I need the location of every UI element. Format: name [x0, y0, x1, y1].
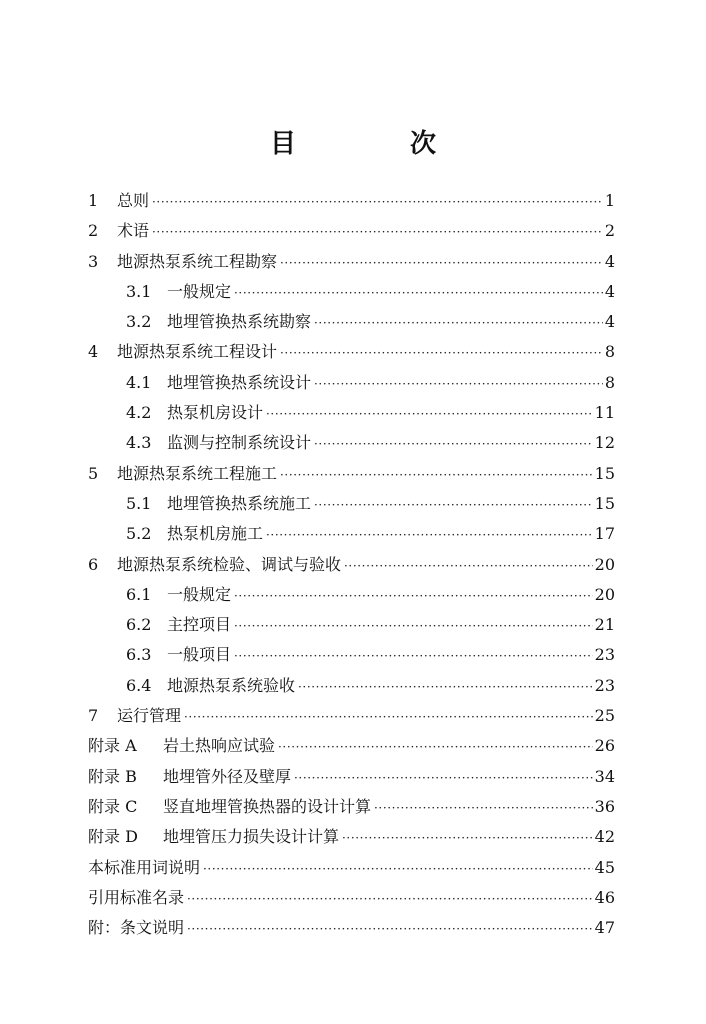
- toc-entry-2[interactable]: [88, 216, 615, 246]
- toc-entry-page: 45: [594, 857, 615, 877]
- dot-leader: [298, 672, 593, 702]
- toc-entry-number: 6.2: [126, 615, 152, 635]
- toc-entry-number: 6.1: [126, 584, 152, 604]
- dot-leader: [266, 520, 593, 550]
- toc-entry-appendix-c[interactable]: [88, 792, 615, 822]
- toc-entry-page: 26: [594, 736, 615, 756]
- dot-leader: [234, 611, 593, 641]
- toc-entry-wording-explanation[interactable]: [88, 853, 615, 883]
- toc-entry-3-1[interactable]: [88, 277, 615, 307]
- dot-leader: [152, 187, 603, 217]
- toc-entry-number: 6.3: [126, 645, 152, 665]
- toc-entry-page: 20: [594, 554, 615, 574]
- toc-entry-number: 4.1: [126, 372, 152, 392]
- toc-entry-page: 11: [594, 403, 615, 423]
- toc-entry-page: 23: [594, 645, 615, 665]
- toc-entry-number: 3: [88, 251, 99, 271]
- toc-entry-6-1[interactable]: [88, 580, 615, 610]
- toc-entry-appendix-b[interactable]: [88, 762, 615, 792]
- toc-entry-5[interactable]: [88, 459, 615, 489]
- toc-entry-page: 17: [594, 524, 615, 544]
- toc-entry-label: 主控项目: [167, 615, 232, 635]
- toc-entry-label: 地埋管换热系统施工: [167, 493, 312, 513]
- toc-entry-page: 23: [594, 675, 615, 695]
- toc-entry-label: 一般项目: [167, 645, 232, 665]
- toc-entry-number: 3.1: [126, 281, 152, 301]
- toc-entry-label: 地源热泵系统验收: [167, 675, 296, 695]
- toc-entry-4-1[interactable]: [88, 368, 615, 398]
- toc-entry-label: 地埋管外径及壁厚: [163, 766, 292, 786]
- toc-entry-label: 附：条文说明: [88, 918, 185, 938]
- toc-entry-page: 25: [594, 706, 615, 726]
- dot-leader: [187, 914, 593, 944]
- toc-entry-5-1[interactable]: [88, 489, 615, 519]
- toc-entry-number: 4: [88, 342, 99, 362]
- toc-entry-label: 总则: [117, 191, 150, 210]
- toc-entry-page: 34: [594, 766, 615, 786]
- toc-entry-1[interactable]: [88, 186, 615, 216]
- toc-entry-page: 21: [594, 615, 615, 635]
- toc-entry-page: 20: [594, 584, 615, 604]
- toc-entry-page: 2: [604, 221, 615, 241]
- dot-leader: [234, 278, 603, 308]
- toc-entry-page: 36: [594, 796, 615, 816]
- toc-entry-page: 15: [594, 463, 615, 483]
- toc-entry-4[interactable]: [88, 337, 615, 367]
- toc-entry-label: 热泵机房施工: [167, 524, 264, 544]
- toc-entry-7[interactable]: [88, 701, 615, 731]
- dot-leader: [280, 460, 593, 490]
- toc-entry-page: 8: [604, 372, 615, 392]
- dot-leader: [314, 429, 593, 459]
- toc-entry-number: 4.2: [126, 403, 152, 423]
- toc-entry-label: 术语: [117, 221, 150, 241]
- toc-entry-label: 运行管理: [117, 706, 182, 726]
- dot-leader: [152, 217, 603, 247]
- toc-entry-label: 地源热泵系统工程勘察: [117, 251, 278, 271]
- toc-entry-number: 附录 C: [88, 796, 138, 816]
- toc-entry-label: 一般规定: [167, 281, 232, 301]
- toc-entry-number: 附录 B: [88, 766, 137, 786]
- toc-entry-number: 1: [88, 191, 99, 210]
- toc-entry-page: 1: [604, 191, 615, 210]
- toc-entry-page: 12: [594, 433, 615, 453]
- toc-entry-page: 4: [604, 281, 615, 301]
- toc-entry-label: 热泵机房设计: [167, 403, 264, 423]
- toc-entry-4-3[interactable]: [88, 428, 615, 458]
- dot-leader: [280, 248, 603, 278]
- toc-entry-page: 4: [604, 251, 615, 271]
- toc-entry-4-2[interactable]: [88, 398, 615, 428]
- toc-entry-number: 7: [88, 706, 99, 726]
- toc-entry-label: 地埋管压力损失设计计算: [163, 827, 340, 847]
- toc-entry-number: 5.2: [126, 524, 152, 544]
- toc-entry-number: 5: [88, 463, 99, 483]
- toc-entry-label: 引用标准名录: [88, 887, 185, 907]
- toc-entry-page: 47: [594, 918, 615, 938]
- toc-entry-6-3[interactable]: [88, 640, 615, 670]
- toc-entry-3-2[interactable]: [88, 307, 615, 337]
- dot-leader: [314, 490, 593, 520]
- toc-entry-number: 附录 A: [88, 736, 137, 756]
- toc-entry-label: 岩土热响应试验: [163, 736, 276, 756]
- dot-leader: [184, 702, 593, 732]
- dot-leader: [280, 338, 603, 368]
- dot-leader: [342, 823, 593, 853]
- toc-entry-number: 2: [88, 221, 99, 241]
- dot-leader: [234, 581, 593, 611]
- toc-entry-number: 4.3: [126, 433, 152, 453]
- toc-entry-number: 附录 D: [88, 827, 138, 847]
- toc-entry-page: 42: [594, 827, 615, 847]
- toc-entry-page: 8: [604, 342, 615, 362]
- dot-leader: [187, 884, 593, 914]
- toc-entry-page: 4: [604, 312, 615, 332]
- toc-entry-clause-explanation[interactable]: [88, 913, 615, 943]
- toc-entry-label: 地源热泵系统检验、调试与验收: [117, 554, 342, 574]
- dot-leader: [294, 763, 593, 793]
- table-of-contents: [88, 186, 615, 943]
- dot-leader: [203, 854, 593, 884]
- toc-entry-label: 监测与控制系统设计: [167, 433, 312, 453]
- toc-entry-number: 3.2: [126, 312, 152, 332]
- toc-entry-number: 6: [88, 554, 99, 574]
- toc-entry-number: 5.1: [126, 493, 152, 513]
- dot-leader: [374, 793, 593, 823]
- dot-leader: [314, 369, 603, 399]
- toc-entry-page: 46: [594, 887, 615, 907]
- page-title: 目 次: [269, 129, 480, 159]
- toc-entry-6[interactable]: [88, 550, 615, 580]
- toc-entry-appendix-d[interactable]: [88, 822, 615, 852]
- toc-entry-3[interactable]: [88, 247, 615, 277]
- dot-leader: [266, 399, 593, 429]
- toc-entry-number: 6.4: [126, 675, 152, 695]
- toc-entry-5-2[interactable]: [88, 519, 615, 549]
- dot-leader: [278, 732, 593, 762]
- toc-entry-normative-references[interactable]: [88, 883, 615, 913]
- dot-leader: [234, 641, 593, 671]
- toc-entry-label: 地埋管换热系统设计: [167, 372, 312, 392]
- toc-entry-label: 竖直地埋管换热器的设计计算: [163, 796, 372, 816]
- toc-entry-6-2[interactable]: [88, 610, 615, 640]
- toc-entry-page: 15: [594, 493, 615, 513]
- toc-entry-label: 一般规定: [167, 584, 232, 604]
- dot-leader: [344, 551, 593, 581]
- toc-entry-appendix-a[interactable]: [88, 731, 615, 761]
- toc-entry-label: 地埋管换热系统勘察: [167, 312, 312, 332]
- toc-entry-label: 地源热泵系统工程设计: [117, 342, 278, 362]
- toc-entry-6-4[interactable]: [88, 671, 615, 701]
- dot-leader: [314, 308, 603, 338]
- toc-entry-label: 地源热泵系统工程施工: [117, 463, 278, 483]
- toc-entry-label: 本标准用词说明: [88, 857, 201, 877]
